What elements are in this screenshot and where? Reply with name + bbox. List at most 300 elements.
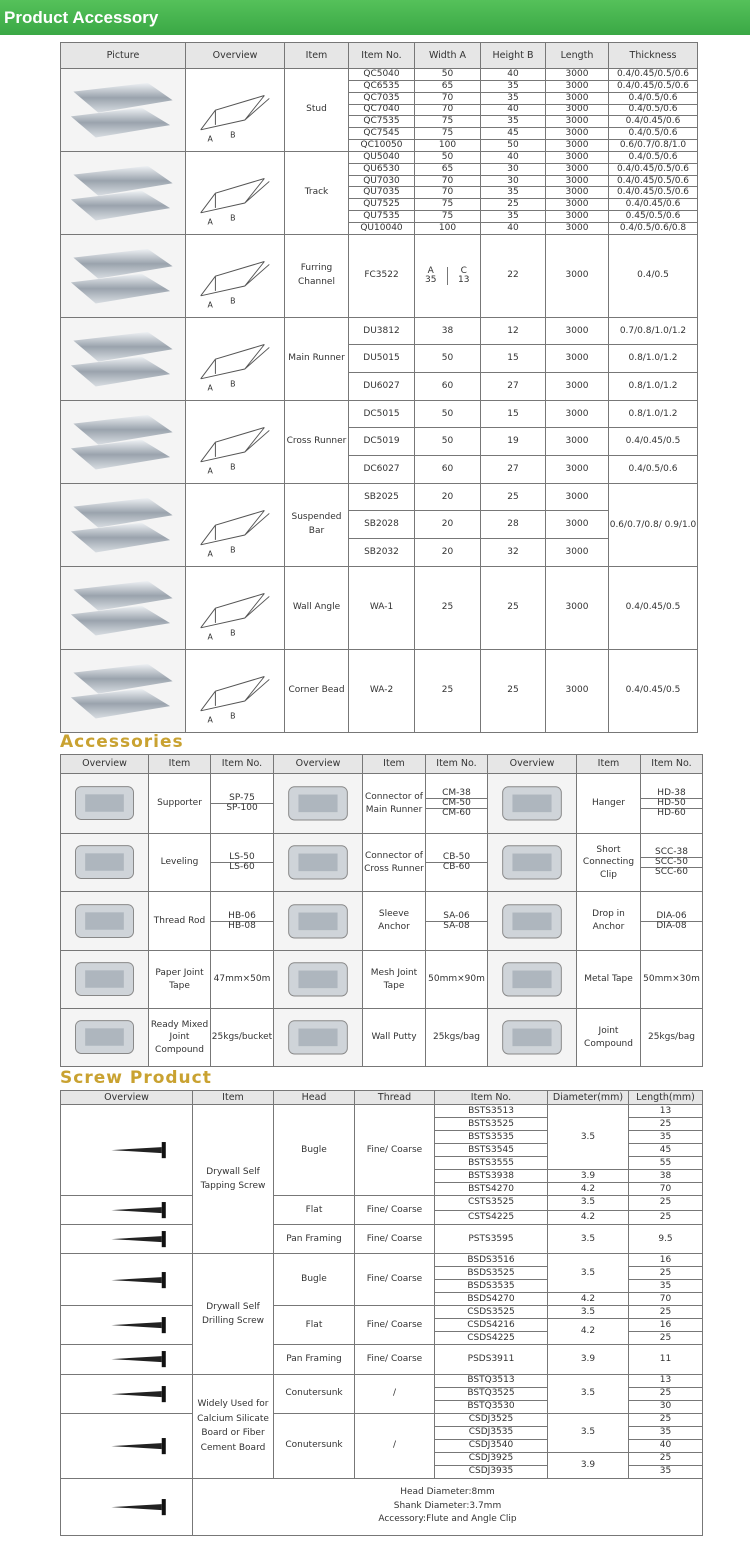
- item-no: QU7035: [349, 187, 415, 199]
- item-no: BSDS3525: [435, 1267, 548, 1280]
- thickness: 0.4/0.5/0.6: [609, 456, 698, 484]
- product-spec-table: [60, 42, 698, 733]
- item-name: Drop in Anchor: [577, 892, 641, 951]
- item-no: BSTS3545: [435, 1144, 548, 1157]
- column-header: Diameter(mm): [548, 1091, 629, 1105]
- screw-image: [61, 1225, 193, 1254]
- product-image: [61, 317, 186, 400]
- diagram-label-b: B: [230, 545, 236, 555]
- column-header: Item No.: [211, 755, 274, 774]
- item-no: BSDS3535: [435, 1280, 548, 1293]
- diagram-label-a: A: [207, 134, 213, 144]
- item-no-cell: [211, 774, 274, 834]
- height-b: 35: [481, 116, 546, 128]
- diameter: 3.5: [548, 1225, 629, 1254]
- width-a: 38: [415, 317, 481, 345]
- item-no: SCC-50: [641, 858, 702, 868]
- accessory-image: [61, 892, 149, 951]
- thickness: 0.7/0.8/1.0/1.2: [609, 317, 698, 345]
- item-no: 25kgs/bag: [432, 1032, 481, 1042]
- thickness: 0.8/1.0/1.2: [609, 400, 698, 428]
- item-no-cell: [426, 774, 488, 834]
- width-a: 25: [415, 566, 481, 649]
- overview-diagram: [186, 483, 285, 566]
- height-b: 27: [481, 456, 546, 484]
- diameter: 3.5: [548, 1254, 629, 1293]
- item-no: BSTS3555: [435, 1157, 548, 1170]
- column-header: Length(mm): [629, 1091, 703, 1105]
- height-b: 30: [481, 175, 546, 187]
- item-no: HD-60: [657, 808, 686, 818]
- length: 38: [629, 1170, 703, 1183]
- diameter: 3.9: [548, 1170, 629, 1183]
- table-row: [61, 1009, 703, 1067]
- item-no: QU7525: [349, 199, 415, 211]
- column-header: Item No.: [435, 1091, 548, 1105]
- diagram-label-b: B: [230, 711, 236, 721]
- head: Conutersunk: [274, 1413, 355, 1478]
- item-no: DU6027: [349, 373, 415, 401]
- diagram-label-a: A: [207, 383, 213, 393]
- item-no: HD-38: [641, 789, 702, 799]
- accessory-image: [488, 892, 577, 951]
- screw-image: [61, 1254, 193, 1306]
- item-name: Thread Rod: [149, 892, 211, 951]
- item-no: DU5015: [349, 345, 415, 373]
- height-b: 15: [481, 400, 546, 428]
- width-a: 25: [415, 649, 481, 732]
- length: 3000: [546, 317, 609, 345]
- item-name: Drywall Self Drilling Screw: [193, 1254, 274, 1374]
- length: 3000: [546, 151, 609, 163]
- item-no: BSDS3516: [435, 1254, 548, 1267]
- head: Flat: [274, 1306, 355, 1345]
- width-a: 50: [415, 151, 481, 163]
- product-image: [61, 400, 186, 483]
- screw-image: [61, 1374, 193, 1413]
- length: 3000: [546, 539, 609, 567]
- diameter: 4.2: [548, 1183, 629, 1196]
- width-a: 50: [415, 400, 481, 428]
- thickness: 0.4/0.45/0.5/0.6: [609, 163, 698, 175]
- screw-image: [61, 1105, 193, 1196]
- split-value: A: [415, 267, 448, 276]
- height-b: 30: [481, 163, 546, 175]
- column-header: Overview: [274, 755, 363, 774]
- item-no: PSDS3911: [435, 1345, 548, 1374]
- accessory-image: [274, 834, 363, 892]
- item-no: 25kgs/bucket: [211, 1032, 273, 1042]
- diameter: 4.2: [548, 1293, 629, 1306]
- length: 3000: [546, 428, 609, 456]
- column-header: Picture: [61, 43, 186, 69]
- thread: /: [355, 1374, 435, 1413]
- width-a: 75: [415, 128, 481, 140]
- table-row: [61, 566, 698, 649]
- product-image: [61, 234, 186, 317]
- item-name: Supporter: [149, 774, 211, 834]
- height-b: 28: [481, 511, 546, 539]
- item-name: Drywall Self Tapping Screw: [193, 1105, 274, 1254]
- length: 3000: [546, 140, 609, 152]
- item-name: Widely Used for Calcium Silicate Board or Fiber Cement Board: [193, 1374, 274, 1478]
- table-row: [61, 1254, 703, 1267]
- item-no-cell: [211, 834, 274, 892]
- table-row: [61, 1306, 703, 1319]
- item-no: QU7535: [349, 211, 415, 223]
- table-row: [61, 951, 703, 1009]
- length: 45: [629, 1144, 703, 1157]
- width-a: 60: [415, 373, 481, 401]
- item-no: DIA-08: [656, 920, 687, 931]
- accessory-image: [61, 834, 149, 892]
- thickness: 0.45/0.5/0.6: [609, 211, 698, 223]
- item-name: Leveling: [149, 834, 211, 892]
- accessory-image: [488, 1009, 577, 1067]
- table-row: [61, 400, 698, 428]
- diameter: 3.5: [548, 1306, 629, 1319]
- item-no: SB2025: [349, 483, 415, 511]
- length: 25: [629, 1387, 703, 1400]
- overview-diagram: [186, 317, 285, 400]
- product-image: [61, 483, 186, 566]
- width-a: 100: [415, 222, 481, 234]
- length: 9.5: [629, 1225, 703, 1254]
- width-a: 50: [415, 428, 481, 456]
- length: 25: [629, 1210, 703, 1225]
- width-a: 65: [415, 163, 481, 175]
- accessory-image: [488, 951, 577, 1009]
- column-header: Thickness: [609, 43, 698, 69]
- item-name: Wall Putty: [363, 1009, 426, 1067]
- length: 3000: [546, 400, 609, 428]
- length: 3000: [546, 511, 609, 539]
- overview-diagram: [186, 649, 285, 732]
- accessory-image: [274, 774, 363, 834]
- length: 3000: [546, 175, 609, 187]
- column-header: Item No.: [349, 43, 415, 69]
- table-row: [61, 1478, 703, 1535]
- diagram-label-b: B: [230, 379, 236, 389]
- length: 3000: [546, 345, 609, 373]
- column-header: Overview: [61, 755, 149, 774]
- accessory-image: [61, 1009, 149, 1067]
- width-a: 50: [415, 345, 481, 373]
- item-name: Sleeve Anchor: [363, 892, 426, 951]
- item-no-cell: [641, 774, 703, 834]
- product-image: [61, 69, 186, 152]
- thickness: 0.4/0.5/0.6: [609, 104, 698, 116]
- column-header: Length: [546, 43, 609, 69]
- thickness: 0.4/0.45/0.6: [609, 116, 698, 128]
- item-no: QC7545: [349, 128, 415, 140]
- accessory-image: [274, 951, 363, 1009]
- length: 35: [629, 1465, 703, 1478]
- item-no: BSTS3535: [435, 1131, 548, 1144]
- thickness: 0.4/0.5/0.6: [609, 128, 698, 140]
- length: 3000: [546, 69, 609, 81]
- length: 13: [629, 1105, 703, 1118]
- diameter: 3.5: [548, 1413, 629, 1452]
- item-no: CSTS4225: [435, 1210, 548, 1225]
- width-a: 20: [415, 511, 481, 539]
- thickness: 0.4/0.45/0.6: [609, 199, 698, 211]
- thickness: 0.4/0.45/0.5/0.6: [609, 69, 698, 81]
- table-row: [61, 1196, 703, 1211]
- item-name: Cross Runner: [285, 400, 349, 483]
- screw-image: [61, 1413, 193, 1478]
- column-header: Item: [193, 1091, 274, 1105]
- column-header: Width A: [415, 43, 481, 69]
- column-header: Item: [149, 755, 211, 774]
- thickness: 0.4/0.5: [609, 234, 698, 317]
- width-a-split: [415, 234, 481, 317]
- table-row: [61, 317, 698, 345]
- diagram-label-b: B: [230, 213, 236, 223]
- accessory-image: [61, 774, 149, 834]
- screw-image: [61, 1345, 193, 1374]
- height-b: 25: [481, 199, 546, 211]
- length: 11: [629, 1345, 703, 1374]
- item-no: BSTQ3513: [435, 1374, 548, 1387]
- height-b: 35: [481, 187, 546, 199]
- thread: Fine/ Coarse: [355, 1225, 435, 1254]
- width-a: 70: [415, 104, 481, 116]
- item-no: CSDS4216: [435, 1319, 548, 1332]
- length: 3000: [546, 92, 609, 104]
- height-b: 19: [481, 428, 546, 456]
- item-no: CSDJ3540: [435, 1439, 548, 1452]
- height-b: 40: [481, 69, 546, 81]
- item-no: CSDJ3525: [435, 1413, 548, 1426]
- item-name: Main Runner: [285, 317, 349, 400]
- item-no-cell: [641, 951, 703, 1009]
- thread: Fine/ Coarse: [355, 1306, 435, 1345]
- item-no: CSDS4225: [435, 1332, 548, 1345]
- column-header: Item: [577, 755, 641, 774]
- item-name: Paper Joint Tape: [149, 951, 211, 1009]
- table-row: [61, 234, 698, 317]
- length: 25: [629, 1306, 703, 1319]
- item-no: BSTS4270: [435, 1183, 548, 1196]
- table-row: [61, 151, 698, 163]
- table-row: [61, 1374, 703, 1387]
- item-no: CB-50: [426, 853, 487, 863]
- height-b: 32: [481, 539, 546, 567]
- diagram-label-a: A: [207, 300, 213, 310]
- item-no: CSDS3525: [435, 1306, 548, 1319]
- diagram-label-a: A: [207, 632, 213, 642]
- accessory-image: [488, 834, 577, 892]
- diameter: 3.5: [548, 1374, 629, 1413]
- length: 70: [629, 1293, 703, 1306]
- column-header: Overview: [488, 755, 577, 774]
- length: 35: [629, 1131, 703, 1144]
- column-header: Head: [274, 1091, 355, 1105]
- item-no: BSTQ3525: [435, 1387, 548, 1400]
- length: 16: [629, 1319, 703, 1332]
- width-a: 75: [415, 116, 481, 128]
- length: 3000: [546, 116, 609, 128]
- length: 3000: [546, 649, 609, 732]
- width-a: 20: [415, 539, 481, 567]
- thread: Fine/ Coarse: [355, 1345, 435, 1374]
- width-a: 60: [415, 456, 481, 484]
- column-header: Item No.: [641, 755, 703, 774]
- table-row: [61, 1225, 703, 1254]
- item-name: Suspended Bar: [285, 483, 349, 566]
- diagram-label-b: B: [230, 130, 236, 140]
- accessory-image: [274, 1009, 363, 1067]
- item-no-cell: [211, 1009, 274, 1067]
- length: 70: [629, 1183, 703, 1196]
- item-name: Joint Compound: [577, 1009, 641, 1067]
- thickness: 0.4/0.45/0.5/0.6: [609, 187, 698, 199]
- item-name: Furring Channel: [285, 234, 349, 317]
- table-row: [61, 69, 698, 81]
- width-a: 20: [415, 483, 481, 511]
- height-b: 15: [481, 345, 546, 373]
- item-no: SCC-60: [655, 867, 688, 877]
- item-no: QC10050: [349, 140, 415, 152]
- accessory-image: [61, 951, 149, 1009]
- item-no: DC6027: [349, 456, 415, 484]
- item-no: HD-50: [641, 799, 702, 809]
- table-row: [61, 1105, 703, 1118]
- diameter: 3.5: [548, 1105, 629, 1170]
- thread: /: [355, 1413, 435, 1478]
- item-name: Ready Mixed Joint Compound: [149, 1009, 211, 1067]
- length: 3000: [546, 234, 609, 317]
- item-no: CB-60: [442, 862, 471, 872]
- item-no: LS-50: [211, 853, 273, 863]
- accessory-image: [274, 892, 363, 951]
- screw-table: [60, 1090, 703, 1536]
- height-b: 25: [481, 649, 546, 732]
- item-no: QC7040: [349, 104, 415, 116]
- length: 3000: [546, 187, 609, 199]
- item-no-cell: [426, 892, 488, 951]
- height-b: 25: [481, 566, 546, 649]
- spec-line: Accessory:Flute and Angle Clip: [378, 1514, 517, 1525]
- item-no: 47mm×50m: [213, 974, 271, 984]
- height-b: 35: [481, 92, 546, 104]
- accessories-heading: Accessories: [60, 732, 184, 752]
- item-no: QU7030: [349, 175, 415, 187]
- product-image: [61, 151, 186, 234]
- thickness: 0.4/0.45/0.5/0.6: [609, 175, 698, 187]
- diameter: 3.9: [548, 1452, 629, 1478]
- item-no: BSTS3513: [435, 1105, 548, 1118]
- length: 30: [629, 1400, 703, 1413]
- item-no: QU10040: [349, 222, 415, 234]
- item-no: QU6530: [349, 163, 415, 175]
- table-row: [61, 483, 698, 511]
- height-b: 40: [481, 151, 546, 163]
- item-no-cell: [641, 834, 703, 892]
- page-title: Product Accessory: [4, 8, 159, 27]
- height-b: 25: [481, 483, 546, 511]
- table-row: [61, 649, 698, 732]
- diameter: 3.5: [548, 1196, 629, 1211]
- diagram-label-a: A: [207, 549, 213, 559]
- length: 25: [629, 1332, 703, 1345]
- thickness: 0.8/1.0/1.2: [609, 373, 698, 401]
- column-header: Height B: [481, 43, 546, 69]
- width-a: 50: [415, 69, 481, 81]
- item-no: PSTS3595: [435, 1225, 548, 1254]
- item-no: QC7535: [349, 116, 415, 128]
- thickness: 0.4/0.45/0.5: [609, 649, 698, 732]
- length: 3000: [546, 163, 609, 175]
- thread: Fine/ Coarse: [355, 1254, 435, 1306]
- head: Flat: [274, 1196, 355, 1225]
- screw-image: [61, 1478, 193, 1535]
- length: 13: [629, 1374, 703, 1387]
- item-no: 50mm×90m: [428, 974, 485, 984]
- length: 40: [629, 1439, 703, 1452]
- height-b: 40: [481, 222, 546, 234]
- item-no-cell: [641, 892, 703, 951]
- table-row: [61, 834, 703, 892]
- item-no: HB-08: [228, 920, 256, 931]
- item-no: SP-75: [211, 794, 273, 804]
- item-no: BSTS3938: [435, 1170, 548, 1183]
- item-name: Connector of Cross Runner: [363, 834, 426, 892]
- length: 3000: [546, 80, 609, 92]
- item-no: BSTS3525: [435, 1118, 548, 1131]
- length: 3000: [546, 566, 609, 649]
- length: 25: [629, 1267, 703, 1280]
- column-header: Item: [363, 755, 426, 774]
- item-no: SB2028: [349, 511, 415, 539]
- overview-diagram: [186, 234, 285, 317]
- diagram-label-b: B: [230, 628, 236, 638]
- item-no: CSTS3525: [435, 1196, 548, 1211]
- item-no: DC5019: [349, 428, 415, 456]
- column-header: Overview: [186, 43, 285, 69]
- width-a: 75: [415, 211, 481, 223]
- thread: Fine/ Coarse: [355, 1196, 435, 1225]
- item-no-cell: [426, 834, 488, 892]
- thickness: 0.6/0.7/0.8/1.0: [609, 140, 698, 152]
- height-b: 45: [481, 128, 546, 140]
- diameter: 4.2: [548, 1210, 629, 1225]
- head: Bugle: [274, 1254, 355, 1306]
- item-no: HB-06: [211, 912, 273, 922]
- item-no: QU5040: [349, 151, 415, 163]
- width-a: 100: [415, 140, 481, 152]
- diagram-label-a: A: [207, 217, 213, 227]
- item-name: Connector of Main Runner: [363, 774, 426, 834]
- item-no-cell: [211, 951, 274, 1009]
- overview-diagram: [186, 566, 285, 649]
- height-b: 40: [481, 104, 546, 116]
- item-no: DU3812: [349, 317, 415, 345]
- item-no: SA-06: [426, 912, 487, 922]
- item-no: BSTQ3530: [435, 1400, 548, 1413]
- table-row: [61, 892, 703, 951]
- length: 55: [629, 1157, 703, 1170]
- accessory-image: [488, 774, 577, 834]
- length: 3000: [546, 373, 609, 401]
- thickness: 0.4/0.5/0.6: [609, 151, 698, 163]
- length: 3000: [546, 128, 609, 140]
- item-name: Stud: [285, 69, 349, 152]
- thickness: 0.4/0.45/0.5/0.6: [609, 80, 698, 92]
- length: 3000: [546, 456, 609, 484]
- item-no-cell: [641, 1009, 703, 1067]
